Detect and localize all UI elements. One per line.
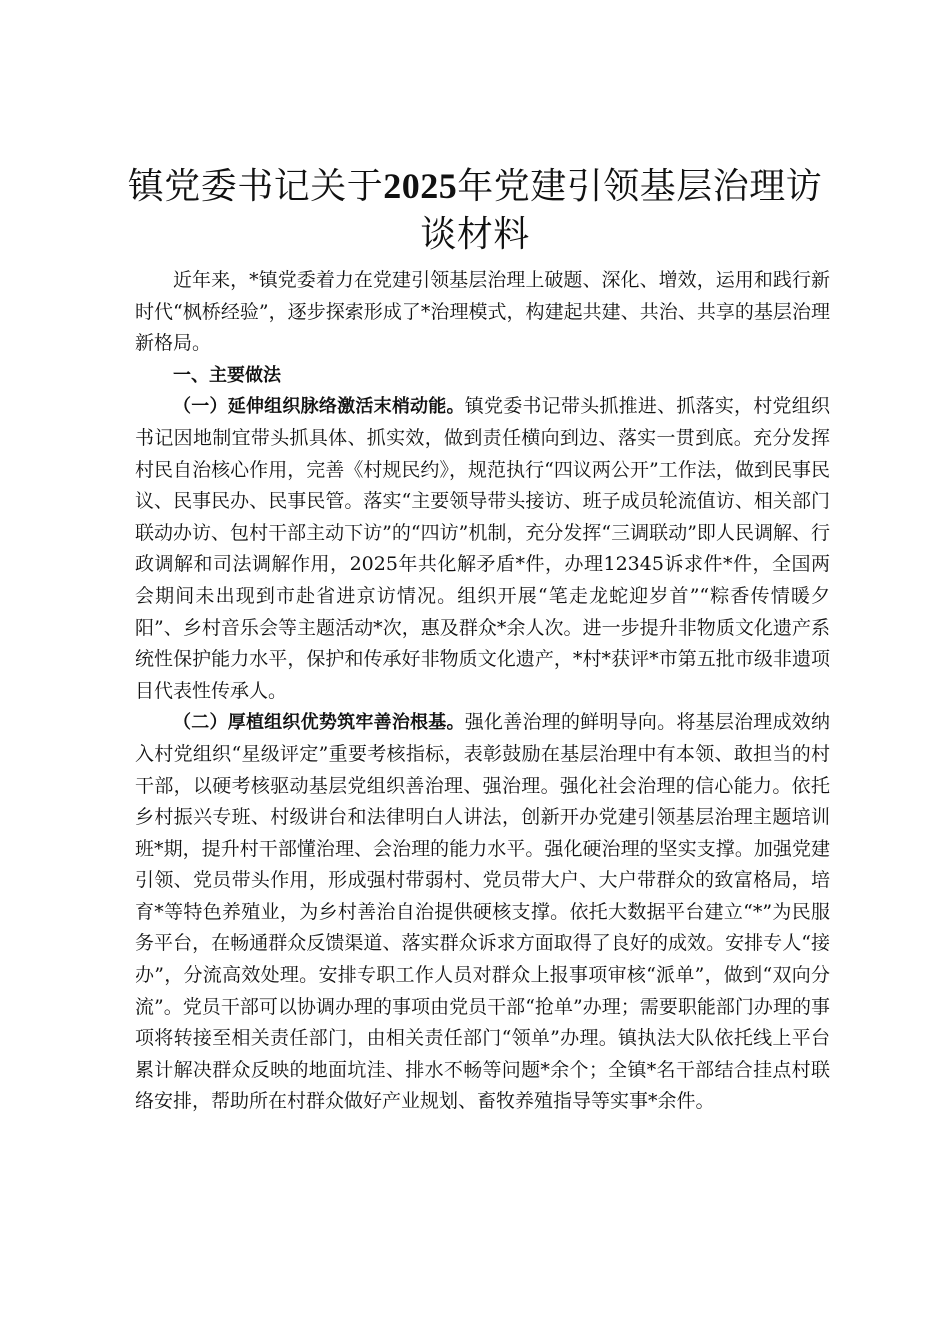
title-part2: 年党建引领基层治理访谈材料: [420, 166, 823, 255]
intro-paragraph: 近年来，*镇党委着力在党建引领基层治理上破题、深化、增效，运用和践行新时代“枫桥经验”，逐步探索形成了*治理模式，构建起共建、共治、共享的基层治理新格局。: [135, 269, 830, 355]
paragraph-2-body: 强化善治理的鲜明导向。将基层治理成效纳入村党组织“星级评定”重要考核指标，表彰鼓励在基层治理中有本领、敢担当的村干部，以硬考核驱动基层党组织善治理、强治理。强化社会治理的信心能力。依托乡村振兴专班、村级讲台和法律明白人讲法，创新开办党建引领基层治理主题培训班*期，提升村干部懂治理、会治理的能力水平。强化硬治理的坚实支撑。加强党建引领、党员带头作用，形成强村带弱村、党员带大户、大户带群众的致富格局，培育*等特色养殖业，为乡村善治自治提供硬核支撑。依托大数据平台建立“*”为民服务平台，在畅通群众反馈渠道、落实群众诉求方面取得了良好的成效。安排专人“接办”，分流高效处理。安排专职工作人员对群众上报事项审核“派单”，做到“双向分流”。党员干部可以协调办理的事项由党员干部“抢单”办理；需要职能部门办理的事项将转接至相关责任部门，由相关责任部门“领单”办理。镇执法大队依托线上平台累计解决群众反映的地面坑洼、排水不畅等问题*余个；全镇*名干部结合挂点村联络安排，帮助所在村群众做好产业规划、畜牧养殖指导等实事*余件。: [135, 711, 830, 1113]
paragraph-2: [135, 707, 830, 1118]
title-year: 2025: [383, 166, 458, 206]
document-body: [135, 265, 830, 1118]
paragraph-1-body: 镇党委书记带头抓推进、抓落实，村党组织书记因地制宜带头抓具体、抓实效，做到责任横向到边、落实一贯到底。充分发挥村民自治核心作用，完善《村规民约》，规范执行“四议两公开”工作法，做到民事民议、民事民办、民事民管。落实“主要领导带头接访、班子成员轮流值访、相关部门联动办访、包村干部主动下访”的“四访”机制，充分发挥“三调联动”即人民调解、行政调解和司法调解作用，2025年共化解矛盾*件，办理12345诉求件*件，全国两会期间未出现到市赴省进京访情况。组织开展“笔走龙蛇迎岁首”“粽香传情暖夕阳”、乡村音乐会等主题活动*次，惠及群众*余人次。进一步提升非物质文化遗产系统性保护能力水平，保护和传承好非物质文化遗产，*村*获评*市第五批市级非遗项目代表性传承人。: [135, 395, 830, 702]
section-heading: [135, 360, 830, 392]
document-title: [120, 162, 830, 259]
paragraph-1: [135, 391, 830, 707]
paragraph-2-lead: （二）厚植组织优势筑牢善治根基。: [173, 712, 465, 734]
paragraph-1-lead: （一）延伸组织脉络激活末梢动能。: [173, 396, 465, 418]
title-part1: 镇党委书记关于: [127, 166, 384, 207]
section1-heading: 一、主要做法: [173, 364, 281, 386]
